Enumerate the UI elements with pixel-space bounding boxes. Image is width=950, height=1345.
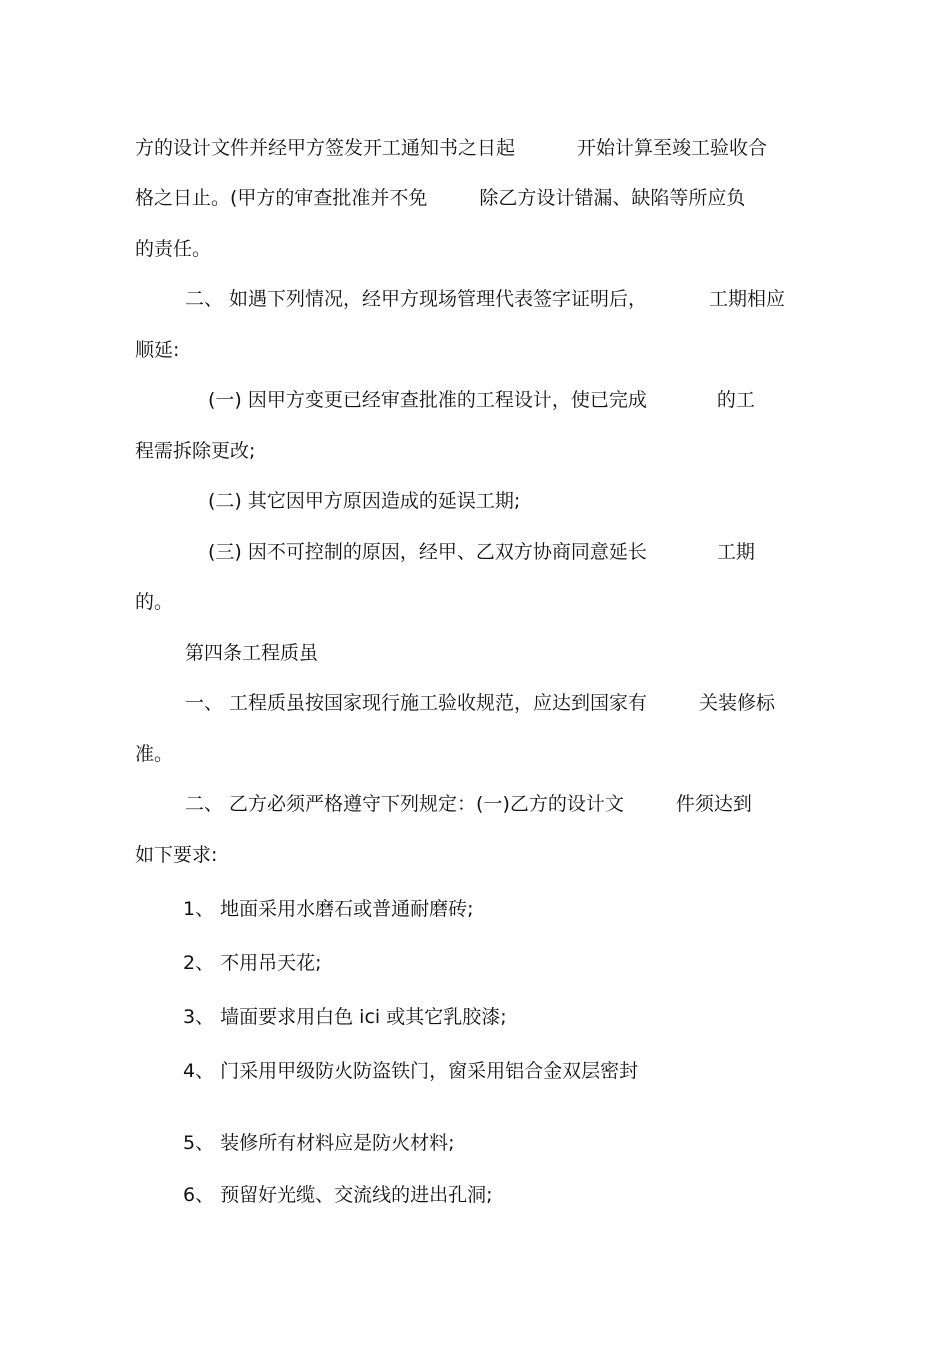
- text-line: (一) 因甲方变更已经审查批准的工程设计，使已完成 的工: [208, 389, 755, 411]
- text-line: 的责任。: [135, 238, 212, 260]
- text-line: 一、 工程质虽按国家现行施工验收规范，应达到国家有 关装修标: [185, 692, 776, 714]
- list-item: 1、 地面采用水磨石或普通耐磨砖;: [183, 898, 474, 920]
- list-item: 5、 装修所有材料应是防火材料;: [183, 1132, 455, 1154]
- text-line: (二) 其它因甲方原因造成的延误工期;: [208, 490, 521, 512]
- list-item: 2、 不用吊天花;: [183, 952, 322, 974]
- text-line: 二、 乙方必须严格遵守下列规定：(一)乙方的设计文 件须达到: [185, 793, 752, 815]
- list-item: 3、 墙面要求用白色 ici 或其它乳胶漆;: [183, 1006, 507, 1028]
- text-line: 的。: [135, 591, 174, 613]
- text-line: (三) 因不可控制的原因，经甲、乙双方协商同意延长 工期: [208, 541, 755, 563]
- text-line: 二、 如遇下列情况，经甲方现场管理代表签字证明后， 工期相应: [185, 288, 786, 310]
- list-item: 4、 门采用甲级防火防盗铁门，窗采用铝合金双层密封: [183, 1060, 639, 1082]
- section-heading: 第四条工程质虽: [185, 642, 319, 664]
- text-line: 方的设计文件并经甲方签发开工通知书之日起 开始计算至竣工验收合: [135, 137, 768, 159]
- text-line: 格之日止。(甲方的审查批准并不免 除乙方设计错漏、缺陷等所应负: [135, 187, 746, 209]
- text-line: 准。: [135, 743, 174, 765]
- text-line: 顺延:: [135, 339, 180, 361]
- text-line: 如下要求:: [135, 844, 218, 866]
- text-line: 程需拆除更改;: [135, 440, 256, 462]
- list-item: 6、 预留好光缆、交流线的进出孔洞;: [183, 1184, 493, 1206]
